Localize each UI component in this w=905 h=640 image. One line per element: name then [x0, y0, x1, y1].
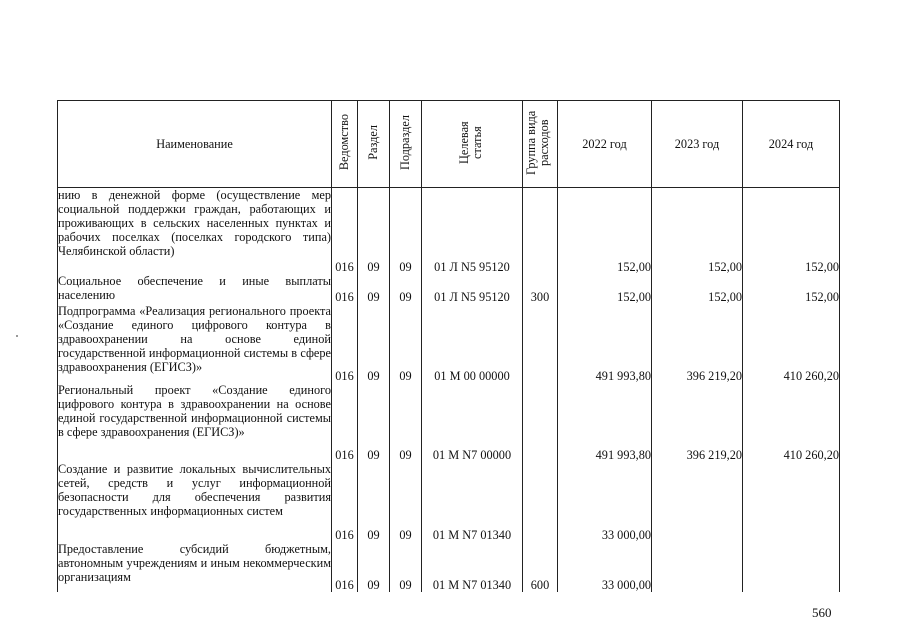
row-dept: 016 — [332, 188, 358, 274]
row-2022: 491 993,80 — [558, 383, 652, 462]
row-target: 01 М N7 00000 — [422, 383, 523, 462]
row-2022: 33 000,00 — [558, 462, 652, 542]
row-target: 01 Л N5 95120 — [422, 274, 523, 304]
row-2024 — [743, 462, 840, 542]
row-2023: 396 219,20 — [652, 304, 743, 383]
header-name: Наименование — [58, 101, 332, 188]
header-2023: 2023 год — [652, 101, 743, 188]
row-dept: 016 — [332, 462, 358, 542]
row-2024 — [743, 542, 840, 592]
row-subsection: 09 — [390, 274, 422, 304]
row-exp-type — [523, 188, 558, 274]
header-subsection: Подраздел — [390, 101, 422, 188]
row-section: 09 — [358, 383, 390, 462]
row-exp-type — [523, 462, 558, 542]
row-2023 — [652, 542, 743, 592]
row-exp-type: 600 — [523, 542, 558, 592]
table-row — [58, 383, 840, 462]
row-dept: 016 — [332, 304, 358, 383]
row-2022: 152,00 — [558, 274, 652, 304]
header-2022: 2022 год — [558, 101, 652, 188]
row-subsection: 09 — [390, 304, 422, 383]
header-2024: 2024 год — [743, 101, 840, 188]
row-name: нию в денежной форме (осуществление мер социальной поддержки граждан, работающих и проживающих в сельских населенных пунктах и рабочих поселках (поселках городского типа) Челябинской области) — [58, 188, 332, 274]
page-number: 560 — [812, 605, 832, 620]
row-exp-type — [523, 383, 558, 462]
row-name: Предоставление субсидий бюджетным, автономным учреждениям и иным некоммерческим организациям — [58, 542, 332, 592]
row-target: 01 М N7 01340 — [422, 462, 523, 542]
row-name: Региональный проект «Создание единого цифрового контура в здравоохранении на основе единой государственной информационной системы в сфере здравоохранения (ЕГИСЗ)» — [58, 383, 332, 462]
table-row — [58, 304, 840, 383]
row-2023 — [652, 462, 743, 542]
row-dept: 016 — [332, 274, 358, 304]
header-section: Раздел — [358, 101, 390, 188]
row-2022: 491 993,80 — [558, 304, 652, 383]
row-exp-type: 300 — [523, 274, 558, 304]
scan-speck — [16, 335, 18, 337]
table-row — [58, 188, 840, 274]
row-subsection: 09 — [390, 188, 422, 274]
row-subsection: 09 — [390, 383, 422, 462]
table-row — [58, 274, 840, 304]
table-row — [58, 462, 840, 542]
row-target: 01 Л N5 95120 — [422, 188, 523, 274]
row-section: 09 — [358, 188, 390, 274]
row-subsection: 09 — [390, 542, 422, 592]
row-exp-type — [523, 304, 558, 383]
row-dept: 016 — [332, 542, 358, 592]
row-2022: 152,00 — [558, 188, 652, 274]
row-name: Подпрограмма «Реализация регионального проекта «Создание единого цифрового контура в здравоохранении на основе единой государственной информационной системы в сфере здравоохранения (ЕГИСЗ)» — [58, 304, 332, 383]
row-2023: 152,00 — [652, 274, 743, 304]
row-name: Социальное обеспечение и иные выплаты населению — [58, 273, 331, 302]
header-dept: Ведомство — [332, 101, 358, 188]
row-name: Создание и развитие локальных вычислительных сетей, средств и услуг информационной безопасности для обеспечения развития государственных информационных систем — [58, 462, 332, 542]
table-row — [58, 542, 840, 592]
row-2023: 152,00 — [652, 188, 743, 274]
row-2024: 152,00 — [743, 274, 840, 304]
row-section: 09 — [358, 462, 390, 542]
row-2024: 152,00 — [743, 188, 840, 274]
row-section: 09 — [358, 304, 390, 383]
row-2024: 410 260,20 — [743, 304, 840, 383]
row-2022: 33 000,00 — [558, 542, 652, 592]
budget-table — [57, 100, 840, 592]
row-2023: 396 219,20 — [652, 383, 743, 462]
row-target: 01 М 00 00000 — [422, 304, 523, 383]
row-dept: 016 — [332, 383, 358, 462]
header-exp-type: Группа вида расходов — [523, 101, 558, 188]
row-section: 09 — [358, 542, 390, 592]
row-section: 09 — [358, 274, 390, 304]
table-header-row — [58, 101, 840, 188]
header-target: Целевая статья — [422, 101, 523, 188]
row-2024: 410 260,20 — [743, 383, 840, 462]
row-target: 01 М N7 01340 — [422, 542, 523, 592]
row-subsection: 09 — [390, 462, 422, 542]
